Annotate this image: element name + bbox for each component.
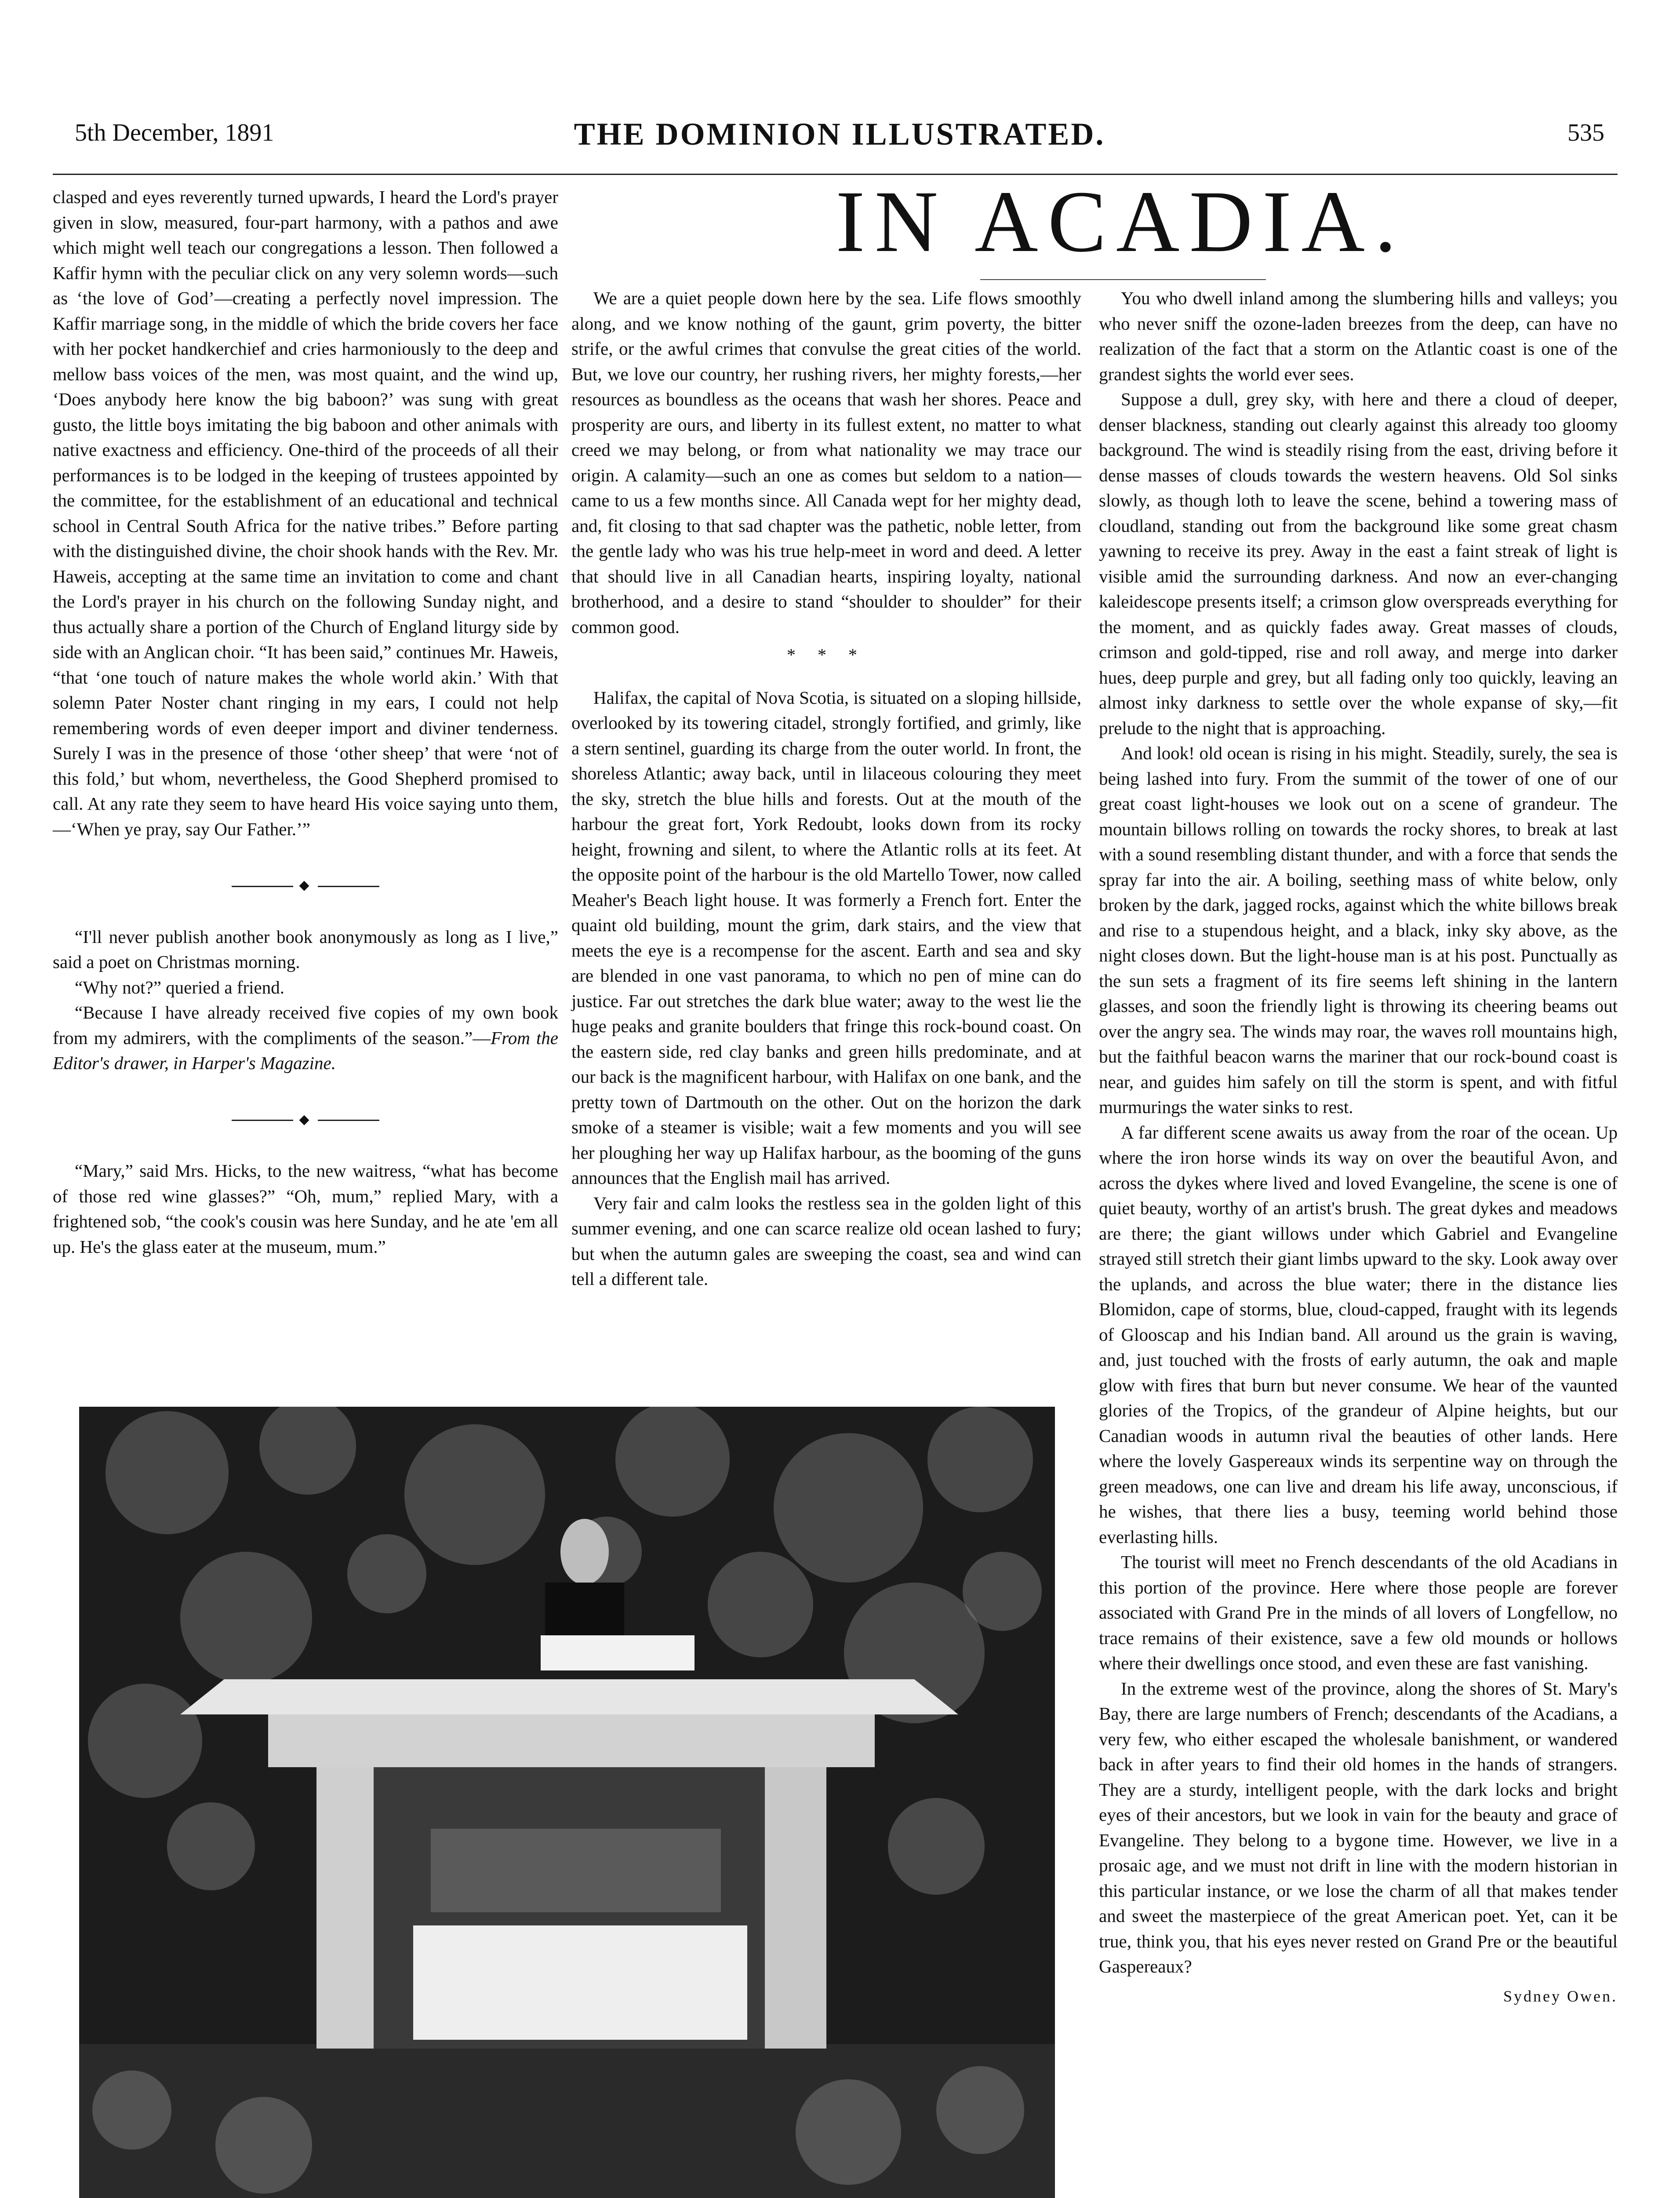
title-rule <box>980 279 1266 280</box>
joke1-line3: “Because I have already received five copies of my own book from my admirers, with the compliments of the season.”—From the Editor's drawer, in Harper's Magazine. <box>53 1002 558 1073</box>
article-paragraph: In the extreme west of the province, along the shores of St. Mary's Bay, there are large numbers of French; descendants of the Acadians, a very few, who either escaped the wholesale banishment, or wandered back in after years to find their old homes in the hands of strangers. They are a sturdy, intelligent people, with the dark locks and bright eyes of their ancestors, but we look in vain for the beauty and grace of Evangeline. They belong to a bygone time. However, we live in a prosaic age, and we must not drift in line with the modern historian in this particular instance, or we lose the charm of all that makes tender and sweet the masterpiece of the great American poet. Yet, can it be true, think you, that his eyes never rested on Grand Pre or the beautiful Gaspereaux? <box>1099 1678 1618 1976</box>
joke2: “Mary,” said Mrs. Hicks, to the new waitress, “what has become of those red wine glasses?” “Oh, mum,” replied Mary, with a frightened sob, “the cook's cousin was here Sunday, and he ate 'em all up. He's the glass eater at the museum, mum.” <box>53 1161 558 1257</box>
joke1-line1: “I'll never publish another book anonymously as long as I live,” said a poet on Christmas morning. <box>53 926 558 972</box>
masthead-title: THE DOMINION ILLUSTRATED. <box>574 116 1105 152</box>
article-paragraph: The tourist will meet no French descendants of the old Acadians in this portion of the province. Here where those people are forever associated with Grand Pre in the minds of all lovers of Longfellow, no trace remains of their existence, save a few old mounds or hollows where their dwellings once stood, and even these are fast vanishing. <box>1099 1552 1618 1673</box>
pulpit-photo-image <box>79 1407 1055 2198</box>
article-paragraph: Suppose a dull, grey sky, with here and there a cloud of deeper, denser blackness, standing out clearly against this already too gloomy background. The wind is steadily rising from the east, driving before it dense masses of clouds towards the western heavens. Old Sol sinks slowly, as though loth to leave the scene, behind a towering mass of cloudland, standing out from the background like some great chasm yawning to receive its prey. Away in the east a faint streak of light is visible amid the surrounding darkness. And now an ever-changing kaleidescope presents itself; a crimson glow overspreads everything for the moment, and as quickly fades away. Great masses of clouds, crimson and gold-tipped, rise and roll away, and merge into darker hues, deep purple and grey, but all fading only too quickly, leaving an almost inky darkness to settle over the whole expanse of sky,—fit prelude to the night that is approaching. <box>1099 389 1618 738</box>
article-paragraph: You who dwell inland among the slumbering hills and valleys; you who never sniff the ozone-laden breezes from the deep, can have no realization of the fact that a storm on the Atlantic coast is one of the grandest sights the world ever sees. <box>1099 288 1618 384</box>
pulpit-photograph <box>79 1407 1055 2198</box>
section-divider: ◆ <box>53 1107 558 1132</box>
article-paragraph: Very fair and calm looks the restless sea in the golden light of this summer evening, and one can scarce realize old ocean lashed to fury; but when the autumn gales are sweeping the coast, sea and wind can tell a different tale. <box>571 1193 1081 1289</box>
section-divider: ◆ <box>53 873 558 898</box>
haweis-paragraph: clasped and eyes reverently turned upwards, I heard the Lord's prayer given in slow, measured, four-part harmony, with a pathos and awe which might well teach our congregations a lesson. Then followed a Kaffir hymn with the peculiar click on any very solemn words—such as ‘the love of God’—creating a perfectly novel impression. The Kaffir marriage song, in the middle of which the bride covers her face with her pocket handkerchief and cries harmoniously to the deep and mellow bass voices of the men, was most quaint, and the wind up, ‘Does anybody here know the big baboon?’ was sung with great gusto, the little boys imitating the big baboon and other animals with native exactness and efficiency. One-third of the proceeds of all their performances is to be lodged in the keeping of trustees appointed by the committee, for the establishment of an educational and technical school in Central South Africa for the native tribes.” Before parting with the distinguished divine, the choir shook hands with the Rev. Mr. Haweis, accepting at the same time an invitation to come and chant the Lord's prayer in his church on the following Sunday night, and thus actually share a portion of the Church of England liturgy side by side with an Anglican choir. “It has been said,” continues Mr. Haweis, “that ‘one touch of nature makes the whole world akin.’ With that solemn Pater Noster chant ringing in my ears, I could not help remembering words of even deeper import and diviner tenderness. Surely I was in the presence of those ‘other sheep’ that were ‘not of this fold,’ but whom, nevertheless, the Good Shepherd promised to call. At any rate they seem to have heard His voice saying unto them,—‘When ye pray, say Our Father.’” <box>53 187 558 839</box>
author-signature: Sydney Owen. <box>1503 1987 1618 2005</box>
article-paragraph: And look! old ocean is rising in his might. Steadily, surely, the sea is being lashed into fury. From the summit of the tower of one of our great coast light-houses we look out on a scene of grandeur. The mountain billows rolling on towards the rocky shores, to break at last with a sound resembling distant thunder, and with a force that sends the spray far into the air. A boiling, seething mass of white below, only broken by the dark, jagged rocks, against which the white billows break and rise to a stupendous height, and a black, inky sky above, as the night closes down. But the light-house man is at his post. Punctually as the sun sets a fragment of its fire seems left shining in the lantern glasses, and soon the friendly light is throwing its cheering beams out over the angry sea. The winds may roar, the waves roll mountains high, but the faithful beacon warns the mariner that our rock-bound coast is near, and guides him safely on till the storm is spent, and with fitful murmurings the water sinks to rest. <box>1099 743 1618 1117</box>
section-stars: * * * <box>787 645 866 665</box>
article-column-right <box>1099 286 1618 2009</box>
page-header <box>75 116 1604 167</box>
article-title: IN ACADIA. <box>836 173 1406 270</box>
article-paragraph: We are a quiet people down here by the sea. Life flows smoothly along, and we know nothing of the gaunt, grim poverty, the bitter strife, or the awful crimes that convulse the great cities of the world. But, we love our country, her rushing rivers, her mighty forests,—her resources as boundless as the oceans that wash her shores. Peace and prosperity are ours, and liberty in its fullest extent, no matter to what creed we may belong, or from what nationality we may trace our origin. A calamity—such an one as comes but seldom to a nation—came to us a few months since. All Canada wept for her mighty dead, and, fit closing to that sad chapter was the pathetic, noble letter, from the gentle lady who was his true help-meet in word and deed. A letter that should live in all Canadian hearts, inspiring loyalty, national brotherhood, and a desire to stand “shoulder to shoulder” for their common good. <box>571 288 1081 637</box>
issue-date: 5th December, 1891 <box>75 119 274 146</box>
joke1-line2: “Why not?” queried a friend. <box>75 977 284 997</box>
article-paragraph: Halifax, the capital of Nova Scotia, is situated on a sloping hillside, overlooked by its towering citadel, strongly fortified, and grimly, like a stern sentinel, guarding its charge from the outer world. In front, the shoreless Atlantic; away back, until in lilaceous colouring they meet the sky, stretch the blue hills and forests. Out at the mouth of the harbour the great fort, York Redoubt, looks down from its rocky height, frowning and silent, to where the Atlantic rolls at its feet. At the opposite point of the harbour is the old Martello Tower, now called Meaher's Beach light house. It was formerly a French fort. Enter the quaint old building, mount the grim, dark stairs, and the view that meets the eye is a recompense for the ascent. Earth and sea and sky are blended in one vast panorama, to which no pen of mine can do justice. Far out stretches the dark blue water; away to the west lie the huge peaks and granite boulders that fringe this rock-bound coast. On the eastern side, red clay banks and green hills predominate, and at our back is the magnificent harbour, with Halifax on one bank, and the pretty town of Dartmouth on the other. Out on the horizon the dark smoke of a steamer is visible; wait a few moments and you will see her ploughing her way up Halifax harbour, as the booming of the guns announces that the English mail has arrived. <box>571 687 1081 1188</box>
left-column <box>53 185 558 1259</box>
page-number: 535 <box>1567 119 1604 146</box>
article-column-middle <box>571 286 1081 1292</box>
article-paragraph: A far different scene awaits us away from the roar of the ocean. Up where the iron horse winds its way on over the beautiful Avon, and across the dykes where lived and loved Evangeline, the scene is one of quiet beauty, worthy of an artist's brush. The great dykes and meadows are there; the giant willows under which Gabriel and Evangeline strayed still stretch their giant limbs upward to the sky. Look away over the uplands, and across the blue water; there in the distance lies Blomidon, cape of storms, blue, cloud-capped, fraught with its legends of Glooscap and his Indian band. All around us the grain is waving, and, just touched with the frosts of early autumn, the oak and maple glow with fires that burn but never consume. We hear of the vaunted glories of the Tropics, of the grandeur of Alpine heights, but our Canadian woods in autumn rival the beauties of other lands. Here where the lovely Gaspereaux winds its serpentine way on through the green meadows, one can live and dream his life away, unconscious, if he wishes, that there lies a busy, teeming world behind those everlasting hills. <box>1099 1122 1618 1547</box>
joke1-source: From the Editor's drawer, in Harper's Magazine. <box>53 1027 558 1073</box>
